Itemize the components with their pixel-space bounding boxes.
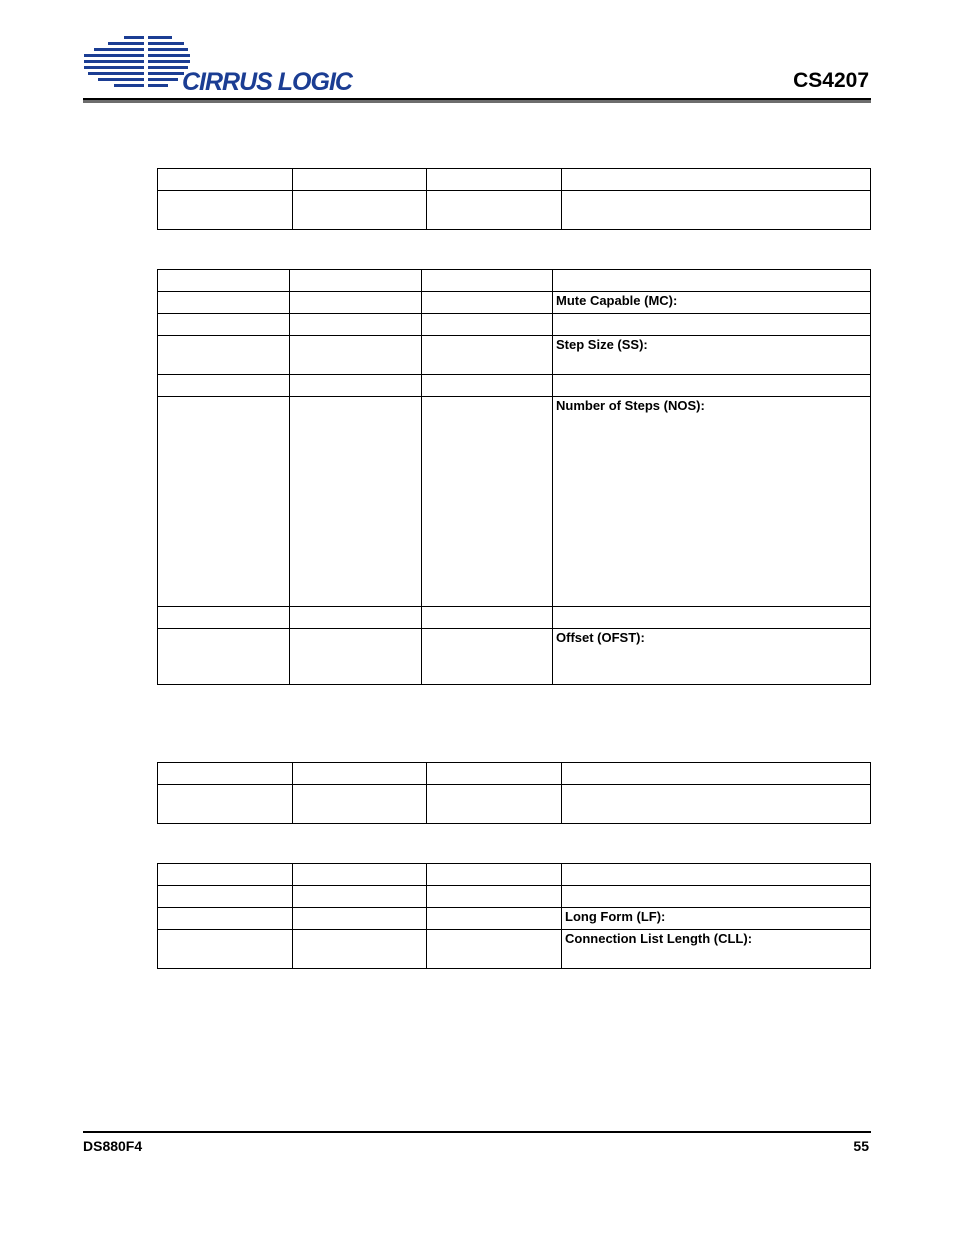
table-cell bbox=[422, 336, 553, 375]
table-cell bbox=[562, 908, 871, 930]
table-row bbox=[158, 292, 871, 314]
table-cell bbox=[422, 607, 553, 629]
table-cell bbox=[290, 607, 422, 629]
table-row bbox=[158, 270, 871, 292]
register-table-4 bbox=[157, 863, 871, 969]
table-cell bbox=[158, 336, 290, 375]
table-row bbox=[158, 886, 871, 908]
table-cell bbox=[562, 169, 871, 191]
table-cell bbox=[427, 864, 562, 886]
register-table-2 bbox=[157, 269, 871, 685]
table-row bbox=[158, 607, 871, 629]
table-cell bbox=[562, 763, 871, 785]
table-cell bbox=[293, 886, 427, 908]
table-cell bbox=[553, 292, 871, 314]
table-cell bbox=[422, 629, 553, 685]
table-cell bbox=[553, 397, 871, 607]
field-label-number-of-steps: Number of Steps (NOS): bbox=[556, 398, 705, 413]
table-row bbox=[158, 169, 871, 191]
table-cell bbox=[427, 886, 562, 908]
table-row bbox=[158, 930, 871, 969]
page-number: 55 bbox=[853, 1138, 869, 1154]
table-cell bbox=[553, 270, 871, 292]
table-cell bbox=[562, 930, 871, 969]
table-cell bbox=[290, 292, 422, 314]
table-cell bbox=[158, 930, 293, 969]
table-row bbox=[158, 397, 871, 607]
table-cell bbox=[427, 785, 562, 824]
table-cell bbox=[562, 886, 871, 908]
register-table-1 bbox=[157, 168, 871, 230]
table-row bbox=[158, 375, 871, 397]
table-row bbox=[158, 191, 871, 230]
table-cell bbox=[422, 270, 553, 292]
table-cell bbox=[290, 629, 422, 685]
table-row bbox=[158, 908, 871, 930]
table-cell bbox=[422, 397, 553, 607]
table-cell bbox=[553, 336, 871, 375]
header-divider bbox=[83, 98, 871, 103]
logo-wordmark: CIRRUS LOGIC bbox=[182, 68, 352, 96]
field-label-offset: Offset (OFST): bbox=[556, 630, 645, 645]
table-cell bbox=[553, 314, 871, 336]
table-cell bbox=[553, 375, 871, 397]
table-row bbox=[158, 629, 871, 685]
table-cell bbox=[422, 314, 553, 336]
table-cell bbox=[158, 908, 293, 930]
table-cell bbox=[427, 169, 562, 191]
field-label-step-size: Step Size (SS): bbox=[556, 337, 648, 352]
table-cell bbox=[553, 607, 871, 629]
table-cell bbox=[562, 864, 871, 886]
field-label-connection-list-length: Connection List Length (CLL): bbox=[565, 931, 753, 946]
table-cell bbox=[158, 763, 293, 785]
table-cell bbox=[427, 908, 562, 930]
table-cell bbox=[293, 763, 427, 785]
footer-divider bbox=[83, 1131, 871, 1133]
table-cell bbox=[553, 629, 871, 685]
table-cell bbox=[158, 270, 290, 292]
table-cell bbox=[427, 930, 562, 969]
table-row bbox=[158, 864, 871, 886]
table-row bbox=[158, 763, 871, 785]
table-cell bbox=[293, 864, 427, 886]
table-cell bbox=[158, 314, 290, 336]
table-cell bbox=[293, 169, 427, 191]
field-label-long-form: Long Form (LF): bbox=[565, 909, 666, 924]
table-cell bbox=[158, 629, 290, 685]
table-cell bbox=[293, 191, 427, 230]
table-cell bbox=[158, 375, 290, 397]
table-row bbox=[158, 336, 871, 375]
table-cell bbox=[562, 191, 871, 230]
table-row bbox=[158, 314, 871, 336]
field-label-mute-capable: Mute Capable (MC): bbox=[556, 293, 678, 308]
table-cell bbox=[290, 314, 422, 336]
table-cell bbox=[158, 864, 293, 886]
table-cell bbox=[290, 375, 422, 397]
document-part-number: CS4207 bbox=[793, 69, 869, 92]
table-cell bbox=[427, 763, 562, 785]
table-cell bbox=[158, 607, 290, 629]
table-cell bbox=[427, 191, 562, 230]
table-cell bbox=[158, 397, 290, 607]
table-cell bbox=[422, 375, 553, 397]
table-cell bbox=[290, 397, 422, 607]
table-cell bbox=[158, 292, 290, 314]
table-cell bbox=[290, 270, 422, 292]
table-cell bbox=[158, 169, 293, 191]
table-cell bbox=[293, 908, 427, 930]
table-cell bbox=[562, 785, 871, 824]
table-cell bbox=[158, 886, 293, 908]
table-cell bbox=[290, 336, 422, 375]
register-table-3 bbox=[157, 762, 871, 824]
table-cell bbox=[422, 292, 553, 314]
table-cell bbox=[158, 785, 293, 824]
cirrus-logic-logo bbox=[84, 34, 356, 96]
table-row bbox=[158, 785, 871, 824]
table-cell bbox=[293, 930, 427, 969]
document-id: DS880F4 bbox=[83, 1138, 143, 1154]
table-cell bbox=[158, 191, 293, 230]
table-cell bbox=[293, 785, 427, 824]
